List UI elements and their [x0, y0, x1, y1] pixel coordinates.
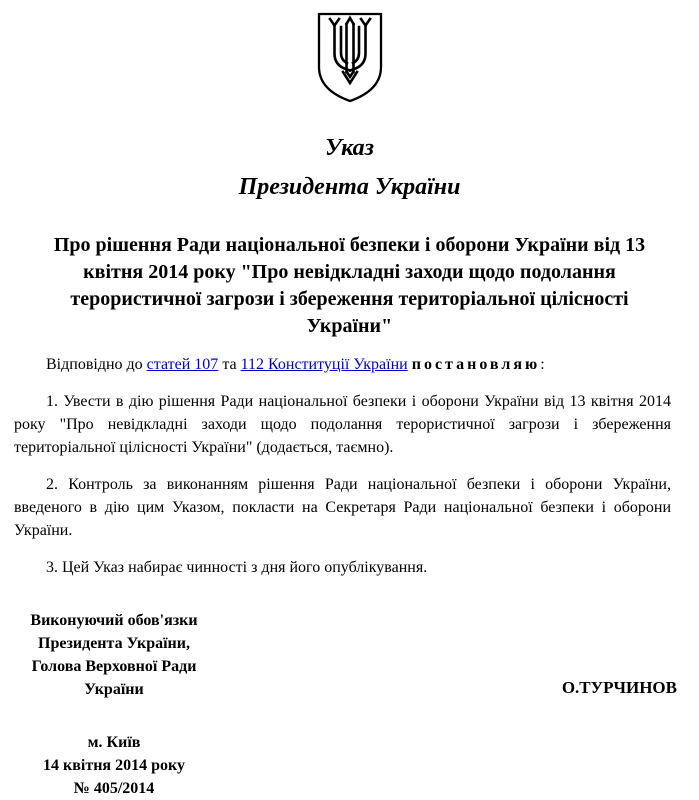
title-line-ukaz: Указ [324, 135, 375, 161]
signatory-name: О.ТУРЧИНОВ [561, 677, 677, 697]
preamble [14, 353, 671, 376]
resolve-word: постановляю [411, 355, 541, 373]
link-article-112-constitution[interactable]: 112 Конституції України [240, 355, 408, 373]
decree-document [0, 10, 699, 797]
decree-number: № 405/2014 [73, 779, 155, 797]
paragraph-3: 3. Цей Указ набирає чинності з дня його опублікування. [46, 558, 428, 576]
signature-row [0, 609, 699, 701]
preamble-before-text: Відповідно до [46, 355, 147, 373]
trident-shield-icon [310, 10, 390, 104]
preamble-colon: : [540, 355, 545, 373]
place-date-block [14, 731, 214, 800]
document-title [0, 135, 699, 201]
signatory-position-line: Президента України, [38, 634, 190, 652]
preamble-conjunction: та [218, 355, 241, 373]
signatory-position [14, 609, 214, 701]
signatory-position-line: Виконуючий обов'язки [30, 611, 198, 629]
paragraph-2: 2. Контроль за виконанням рішення Ради національної безпеки і оборони України, введеного в дію цим Указом, покласти на Секретаря Ради національної безпеки і оборони України. [14, 475, 671, 539]
place-city: м. Київ [87, 733, 141, 751]
decree-body [0, 353, 699, 579]
ukraine-coat-of-arms [310, 10, 390, 109]
link-article-107[interactable]: статей 107 [146, 355, 219, 373]
decree-date: 14 квітня 2014 року [43, 756, 185, 774]
signatory-position-line: Голова Верховної Ради [31, 657, 197, 675]
decree-subject-heading: Про рішення Ради національної безпеки і оборони України від 13 квітня 2014 року "Про невідкладні заходи щодо подолання терористичної загрози і збереження територіальної цілісності України" [53, 233, 646, 337]
signatory-position-line: України [84, 680, 144, 698]
title-line-president: Президента України [238, 174, 461, 201]
paragraph-1: 1. Увести в дію рішення Ради національної безпеки і оборони України від 13 квітня 2014 року "Про невідкладні заходи щодо подолання терористичної загрози і збереження територіальної цілісності України" (додається, таємно). [14, 392, 671, 456]
